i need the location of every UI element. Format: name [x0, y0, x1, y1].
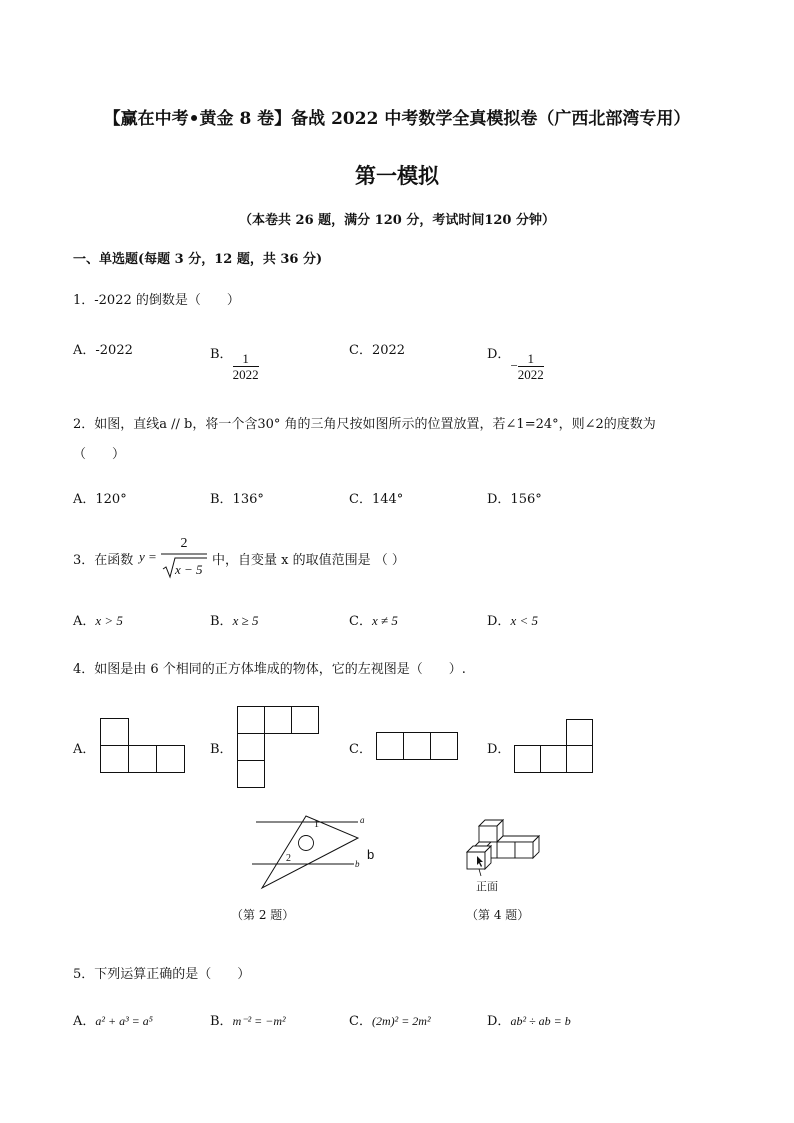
- pointer-line: [479, 869, 481, 876]
- question-3-stem-prefix: 3．在函数: [73, 553, 134, 568]
- question-1-stem: 1．-2022 的倒数是（ ）: [73, 293, 240, 308]
- option-b-label: B．: [210, 347, 233, 362]
- question-1-option-b: [210, 339, 259, 382]
- question-5-option-b: [210, 1010, 286, 1029]
- square: [431, 733, 458, 760]
- question-3-option-d: [487, 610, 538, 629]
- question-3-option-a: [73, 610, 123, 629]
- negative-sign: −: [510, 358, 518, 373]
- option-d-label: D．: [487, 1014, 511, 1029]
- question-2-stem-line2: （ ）: [73, 447, 126, 462]
- front-label: 正面: [476, 880, 498, 893]
- option-a-view-figure: [100, 718, 186, 774]
- option-c-label: C．: [349, 1014, 372, 1029]
- square: [515, 746, 541, 773]
- option-d-expr: x < 5: [510, 613, 538, 628]
- fraction-numerator: 1: [233, 351, 259, 367]
- square: [292, 707, 319, 734]
- question-2-figure: [250, 812, 370, 892]
- square: [129, 746, 157, 773]
- function-numerator: 2: [180, 536, 188, 551]
- fraction-numerator: 1: [518, 351, 544, 367]
- option-c-expr: x ≠ 5: [371, 613, 398, 628]
- cube-face: [479, 826, 497, 842]
- document-title: 【赢在中考•黄金 8 卷】备战 2022 中考数学全真模拟卷（广西北部湾专用）: [103, 109, 691, 129]
- option-d-label: D．: [487, 614, 511, 629]
- fraction: [233, 351, 259, 382]
- question-4-cube-figure: [465, 818, 545, 880]
- question-5-stem: 5．下列运算正确的是（ ）: [73, 967, 251, 982]
- square: [238, 734, 265, 761]
- function-y-equals: y =: [139, 549, 157, 564]
- question-2-option-a: A．120°: [73, 492, 127, 507]
- square: [567, 746, 593, 773]
- option-c-view-figure: [376, 732, 460, 761]
- question-4-option-b-label: B．: [210, 742, 233, 757]
- cube-face: [497, 842, 515, 858]
- question-2-option-c: C．144°: [349, 492, 404, 507]
- option-c-expr: (2m)² = 2m²: [371, 1014, 431, 1028]
- option-d-label: D．: [487, 347, 511, 362]
- square: [157, 746, 185, 773]
- label-b-large: b: [367, 847, 375, 862]
- label-angle-2: 2: [286, 853, 291, 864]
- square: [238, 761, 265, 788]
- question-2-stem-line1: 2．如图，直线a // b，将一个含30° 角的三角尺按如图所示的位置放置，若∠1=24°，则∠2的度数为: [73, 417, 656, 432]
- square: [404, 733, 431, 760]
- exam-info: （本卷共 26 题，满分 120 分，考试时间120 分钟）: [239, 213, 555, 228]
- option-a-label: A．: [73, 614, 96, 629]
- cube-face: [467, 852, 485, 869]
- document-subtitle: 第一模拟: [355, 163, 439, 188]
- function-denominator: x − 5: [175, 562, 203, 577]
- question-5-option-a: [73, 1010, 153, 1029]
- question-4-option-a-label: A．: [73, 742, 96, 757]
- question-5-option-d: [487, 1010, 571, 1029]
- option-a-expr: a² + a³ = a⁵: [95, 1014, 153, 1028]
- question-1-option-a: A．-2022: [73, 343, 133, 358]
- option-b-expr: m⁻² = −m²: [232, 1014, 286, 1028]
- option-c-label: C．: [349, 614, 372, 629]
- square: [101, 746, 129, 773]
- cube-face: [497, 836, 539, 842]
- question-2-option-b: B．136°: [210, 492, 264, 507]
- figure-2-caption: （第 2 题）: [231, 908, 295, 922]
- ruler-hole: [299, 836, 314, 851]
- question-2-option-d: D．156°: [487, 492, 542, 507]
- question-1-option-d: [487, 339, 544, 382]
- fraction-denominator: 2022: [232, 367, 259, 382]
- question-4-stem: 4．如图是由 6 个相同的正方体堆成的物体，它的左视图是（ ）.: [73, 662, 466, 677]
- question-5-option-c: [349, 1010, 431, 1029]
- square: [265, 707, 292, 734]
- label-angle-1: 1: [314, 819, 319, 830]
- question-1-option-c: C．2022: [349, 343, 406, 358]
- option-a-expr: x > 5: [95, 613, 123, 628]
- option-b-view-figure: [237, 706, 320, 788]
- option-d-view-figure: [514, 719, 594, 775]
- square: [101, 719, 129, 746]
- label-line-b: b: [355, 859, 360, 869]
- question-4-option-c-label: C．: [349, 742, 372, 757]
- label-line-a: a: [360, 815, 365, 825]
- question-4-option-d-label: D．: [487, 742, 511, 757]
- option-a-label: A．: [73, 1014, 96, 1029]
- option-b-label: B．: [210, 1014, 233, 1029]
- question-3-option-c: [349, 610, 398, 629]
- cube-face: [515, 842, 533, 858]
- fraction: [518, 351, 544, 382]
- option-d-expr: ab² ÷ ab = b: [510, 1014, 571, 1028]
- question-3-stem-suffix: 中，自变量 x 的取值范围是 （ ）: [212, 553, 405, 568]
- square: [238, 707, 265, 734]
- triangle-ruler: [262, 816, 358, 888]
- square: [541, 746, 567, 773]
- square: [567, 720, 593, 746]
- question-3-option-b: [210, 610, 258, 629]
- section-heading: 一、单选题(每题 3 分，12 题，共 36 分): [73, 252, 323, 267]
- fraction-denominator: 2022: [517, 367, 544, 382]
- figure-4-caption: （第 4 题）: [466, 908, 530, 922]
- option-b-expr: x ≥ 5: [232, 613, 259, 628]
- square: [377, 733, 404, 760]
- option-b-label: B．: [210, 614, 233, 629]
